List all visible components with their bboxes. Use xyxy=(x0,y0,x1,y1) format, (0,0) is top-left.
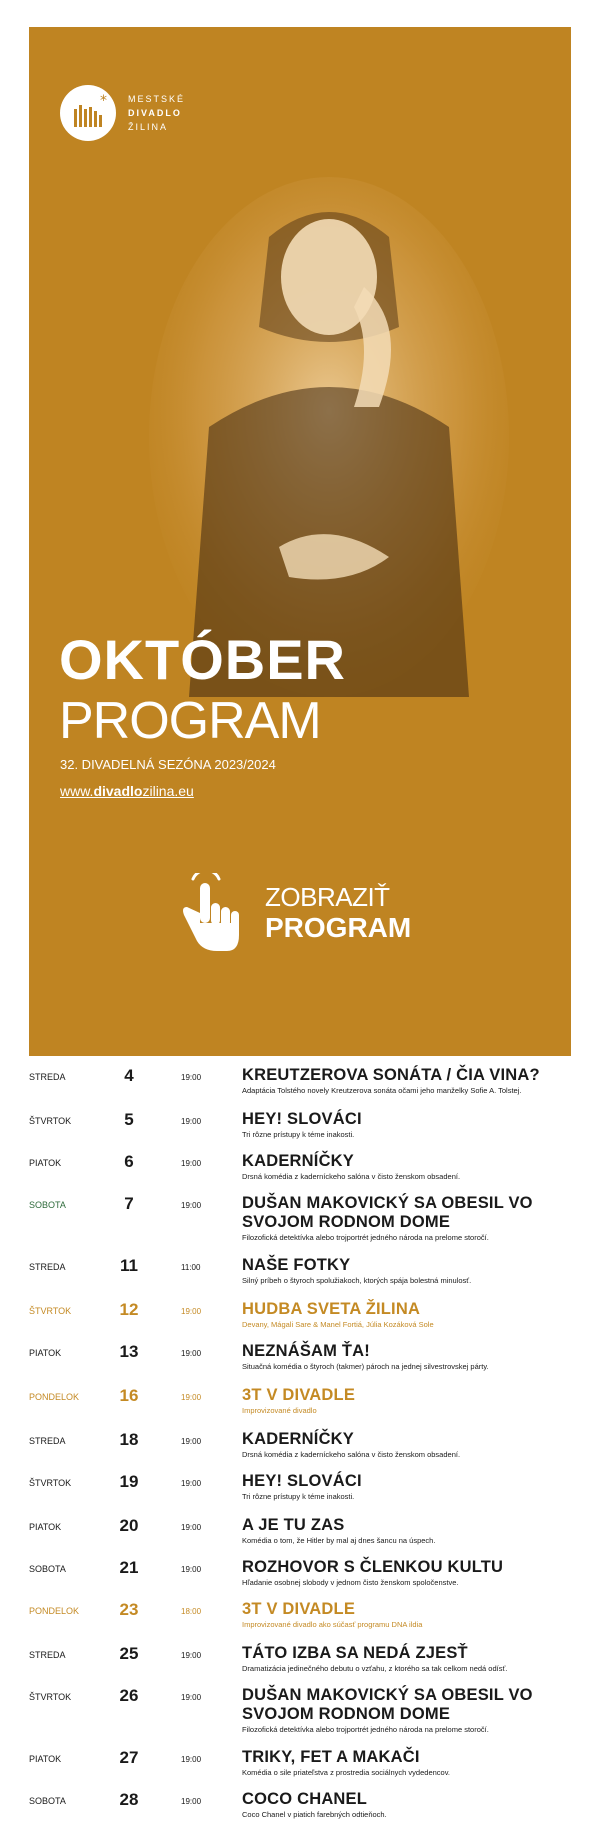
event-day: SOBOTA xyxy=(29,1796,66,1806)
event-title[interactable]: ROZHOVOR S ČLENKOU KULTU xyxy=(242,1558,504,1576)
website-prefix: www. xyxy=(60,783,94,799)
event-day: STREDA xyxy=(29,1262,66,1272)
event-time: 11:00 xyxy=(181,1263,201,1272)
season-label: 32. DIVADELNÁ SEZÓNA 2023/2024 xyxy=(60,757,276,772)
schedule-row[interactable] xyxy=(29,1300,571,1340)
event-date: 6 xyxy=(124,1152,134,1171)
event-day: PIATOK xyxy=(29,1522,62,1532)
event-title[interactable]: 3T V DIVADLE xyxy=(242,1386,356,1404)
event-day: STREDA xyxy=(29,1650,66,1660)
logo-line-2: DIVADLO xyxy=(128,108,182,118)
event-time: 18:00 xyxy=(181,1607,202,1616)
event-info xyxy=(242,1386,571,1416)
header-banner xyxy=(29,27,571,1056)
event-date: 21 xyxy=(119,1558,139,1577)
event-description: Adaptácia Tolstého novely Kreutzerova sonáta očami jeho manželky Sofie A. Tolstej. xyxy=(242,1086,522,1095)
event-description: Devany, Mágali Sare & Manel Fortiá, Júlia Kozáková Sole xyxy=(242,1320,434,1329)
schedule-row[interactable] xyxy=(29,1748,571,1788)
event-info xyxy=(242,1558,571,1588)
event-title[interactable]: HUDBA SVETA ŽILINA xyxy=(242,1300,421,1318)
event-title[interactable]: TRIKY, FET A MAKAČI xyxy=(242,1748,420,1766)
svg-text:*: * xyxy=(100,93,107,109)
event-day: SOBOTA xyxy=(29,1200,66,1210)
event-time: 19:00 xyxy=(181,1437,202,1446)
event-day: ŠTVRTOK xyxy=(29,1692,72,1702)
event-info xyxy=(242,1686,571,1735)
schedule-row[interactable] xyxy=(29,1430,571,1470)
event-day: STREDA xyxy=(29,1436,66,1446)
event-title[interactable]: NAŠE FOTKY xyxy=(242,1256,351,1274)
event-day: PIATOK xyxy=(29,1754,62,1764)
event-time: 19:00 xyxy=(181,1393,202,1402)
event-time: 19:00 xyxy=(181,1307,202,1316)
event-info xyxy=(242,1600,571,1630)
schedule-row[interactable] xyxy=(29,1790,571,1830)
event-time: 19:00 xyxy=(181,1117,202,1126)
schedule-row[interactable] xyxy=(29,1516,571,1556)
event-date: 4 xyxy=(124,1066,134,1085)
event-title[interactable]: KADERNÍČKY xyxy=(242,1430,355,1448)
event-info xyxy=(242,1110,571,1140)
event-title[interactable]: KREUTZEROVA SONÁTA / ČIA VINA? xyxy=(242,1066,540,1084)
event-day: ŠTVRTOK xyxy=(29,1478,72,1488)
event-info xyxy=(242,1790,571,1820)
pointing-hand-icon xyxy=(179,873,241,953)
event-time: 19:00 xyxy=(181,1201,202,1210)
event-info xyxy=(242,1194,571,1243)
event-title[interactable]: 3T V DIVADLE xyxy=(242,1600,356,1618)
event-day: STREDA xyxy=(29,1072,66,1082)
event-date: 5 xyxy=(124,1110,134,1129)
event-info xyxy=(242,1644,571,1674)
event-day: SOBOTA xyxy=(29,1564,66,1574)
event-title[interactable]: NEZNÁŠAM ŤA! xyxy=(242,1342,370,1360)
schedule-row[interactable] xyxy=(29,1472,571,1512)
event-info xyxy=(242,1748,571,1778)
event-time: 19:00 xyxy=(181,1349,202,1358)
logo-text xyxy=(128,92,185,134)
event-title[interactable]: A JE TU ZAS xyxy=(242,1516,345,1534)
schedule-row[interactable] xyxy=(29,1644,571,1684)
event-info xyxy=(242,1300,571,1330)
event-title[interactable]: HEY! SLOVÁCI xyxy=(242,1110,362,1128)
event-day: PONDELOK xyxy=(29,1606,80,1616)
event-date: 19 xyxy=(119,1472,139,1491)
cta-line-1: ZOBRAZIŤ xyxy=(265,882,390,912)
event-description: Komédia o tom, že Hitler by mal aj dnes šancu na úspech. xyxy=(242,1536,436,1545)
event-time: 19:00 xyxy=(181,1073,202,1082)
schedule-row[interactable] xyxy=(29,1152,571,1192)
event-description: Drsná komédia z kaderníckeho salóna v čisto ženskom obsadení. xyxy=(242,1172,461,1181)
event-time: 19:00 xyxy=(181,1693,202,1702)
schedule-row[interactable] xyxy=(29,1386,571,1426)
event-description: Improvizované divadlo xyxy=(242,1406,317,1415)
event-day: PIATOK xyxy=(29,1348,62,1358)
event-date: 20 xyxy=(119,1516,139,1535)
website-bold: divadlo xyxy=(93,783,143,799)
schedule-row[interactable] xyxy=(29,1558,571,1598)
logo-line-3: ŽILINA xyxy=(128,122,169,132)
event-title[interactable]: KADERNÍČKY xyxy=(242,1152,355,1170)
event-description: Filozofická detektívka alebo trojportrét jedného národa na prelome storočí. xyxy=(242,1233,489,1242)
cta-line-2: PROGRAM xyxy=(265,912,412,943)
logo-line-1: MESTSKÉ xyxy=(128,94,186,104)
event-time: 19:00 xyxy=(181,1523,202,1532)
event-title[interactable]: DUŠAN MAKOVICKÝ SA OBESIL VO SVOJOM RODNOM DOME xyxy=(242,1686,533,1723)
schedule-row[interactable] xyxy=(29,1110,571,1150)
event-title[interactable]: COCO CHANEL xyxy=(242,1790,368,1808)
event-time: 19:00 xyxy=(181,1797,202,1806)
page-title: OKTÓBER xyxy=(59,628,346,691)
event-description: Drsná komédia z kaderníckeho salóna v čisto ženskom obsadení. xyxy=(242,1450,461,1459)
website-link[interactable] xyxy=(60,783,194,799)
event-date: 11 xyxy=(120,1256,138,1275)
schedule-row[interactable] xyxy=(29,1194,571,1252)
logo-icon xyxy=(60,85,116,141)
event-day: ŠTVRTOK xyxy=(29,1116,72,1126)
schedule-row[interactable] xyxy=(29,1256,571,1296)
event-info xyxy=(242,1256,571,1286)
event-time: 19:00 xyxy=(181,1159,202,1168)
event-info xyxy=(242,1472,571,1502)
event-description: Tri rôzne prístupy k téme inakosti. xyxy=(242,1130,355,1139)
event-description: Tri rôzne prístupy k téme inakosti. xyxy=(242,1492,355,1501)
event-date: 23 xyxy=(119,1600,139,1619)
event-title[interactable]: HEY! SLOVÁCI xyxy=(242,1472,362,1490)
event-info xyxy=(242,1430,571,1460)
event-description: Dramatizácia jedinečného debutu o vzťahu, z ktorého sa tak celkom nedá odísť. xyxy=(242,1664,508,1673)
event-title[interactable]: TÁTO IZBA SA NEDÁ ZJESŤ xyxy=(242,1644,468,1662)
event-day: PONDELOK xyxy=(29,1392,80,1402)
event-info xyxy=(242,1066,571,1096)
event-time: 19:00 xyxy=(181,1479,202,1488)
event-description: Coco Chanel v piatich farebných odtieňoch. xyxy=(242,1810,387,1819)
event-date: 18 xyxy=(119,1430,139,1449)
event-description: Situačná komédia o štyroch (takmer) pároch na jednej silvestrovskej párty. xyxy=(242,1362,489,1371)
event-day: ŠTVRTOK xyxy=(29,1306,72,1316)
event-date: 12 xyxy=(119,1300,139,1319)
event-info xyxy=(242,1516,571,1546)
show-program-button[interactable] xyxy=(179,873,411,953)
actress-photo xyxy=(149,177,509,697)
schedule-row[interactable] xyxy=(29,1600,571,1640)
schedule-row[interactable] xyxy=(29,1342,571,1382)
event-date: 26 xyxy=(119,1686,139,1705)
theatre-logo[interactable] xyxy=(60,85,185,141)
event-description: Silný príbeh o štyroch spolužiakoch, ktorých spája bolestná minulosť. xyxy=(242,1276,472,1285)
event-time: 19:00 xyxy=(181,1755,202,1764)
page-subtitle: PROGRAM xyxy=(59,692,321,750)
event-time: 19:00 xyxy=(181,1565,202,1574)
event-description: Hľadanie osobnej slobody v jednom čisto ženskom spoločenstve. xyxy=(242,1578,459,1587)
event-title[interactable]: DUŠAN MAKOVICKÝ SA OBESIL VO SVOJOM RODNOM DOME xyxy=(242,1194,533,1231)
schedule-row[interactable] xyxy=(29,1066,571,1106)
event-info xyxy=(242,1152,571,1182)
event-day: PIATOK xyxy=(29,1158,62,1168)
event-description: Filozofická detektívka alebo trojportrét jedného národa na prelome storočí. xyxy=(242,1725,489,1734)
event-date: 16 xyxy=(119,1386,139,1405)
event-date: 27 xyxy=(119,1748,139,1767)
schedule-row[interactable] xyxy=(29,1686,571,1744)
event-date: 7 xyxy=(124,1194,134,1213)
event-info xyxy=(242,1342,571,1372)
event-date: 28 xyxy=(119,1790,139,1809)
event-date: 25 xyxy=(119,1644,139,1663)
event-time: 19:00 xyxy=(181,1651,202,1660)
website-suffix: zilina.eu xyxy=(142,783,194,799)
event-description: Komédia o sile priateľstva z prostredia sociálnych vydedencov. xyxy=(242,1768,450,1777)
event-date: 13 xyxy=(119,1342,139,1361)
event-description: Improvizované divadlo ako súčasť programu DNA ildia xyxy=(242,1620,423,1629)
